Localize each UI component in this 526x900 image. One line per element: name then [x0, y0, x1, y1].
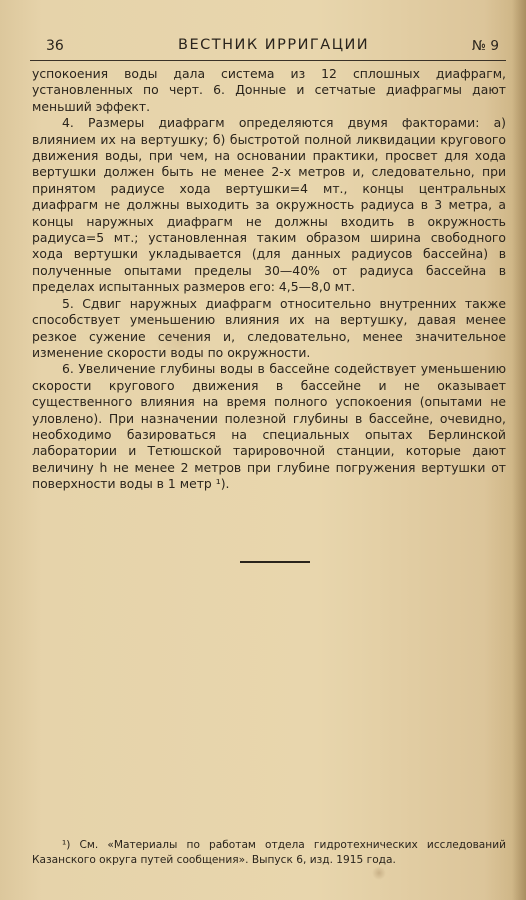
header-rule [30, 60, 506, 61]
journal-title: ВЕСТНИК ИРРИГАЦИИ [178, 37, 370, 53]
article-body [32, 66, 506, 493]
paragraph-4: 4. Размеры диафрагм определяются двумя факторами: а) влиянием их на вертушку; б) быстротой полной ликвидации кругового движения воды, при чем, на основании практики, просвет для хода вертушки должен быть не менее 2-х метров и, следовательно, при принятом радиусе хода вертушки=4 мт., концы центральных диафрагм не должны выходить за окружность радиуса в 3 метра, а концы наружных диафрагм не должны входить в окружность радиуса=5 мт.; установленная таким образом ширина свободного хода вертушки укладывается (для данных радиусов бассейна) в полученные опытами пределы 30—40% от радиуса бассейна в пределах испытанных размеров его: 4,5—8,0 мт. [32, 115, 506, 295]
section-separator [240, 561, 310, 563]
book-spine-shadow [512, 0, 526, 900]
issue-number: № 9 [472, 38, 499, 54]
paragraph-5: 5. Сдвиг наружных диафрагм относительно внутренних также способствует уменьшению влияния их на вертушку, давая менее резкое сужение сечения и, следовательно, менее значительное изменение скорости воды по окружности. [32, 295, 506, 360]
paper-stain [150, 320, 210, 360]
paragraph-6: 6. Увеличение глубины воды в бассейне содействует уменьшению скорости кругового движения в бассейне и не оказывает существенного влияния на время полного успокоения (опытами не уловлено). При назначении полезной глубины в бассейне, очевидно, необходимо базироваться на специальных опытах Берлинской лаборатории и Тетюшской тарировочной станции, которые дают величину h не менее 2 метров при глубине погружения вертушки от поверхности воды в 1 метр ¹). [32, 361, 506, 492]
paragraph-continuation: успокоения воды дала система из 12 сплошных диафрагм, установленных по черт. 6. Донные и сетчатые диафрагмы дают меньший эффект. [32, 66, 506, 114]
footnote [32, 838, 506, 867]
paper-stain [372, 866, 386, 880]
footnote-text: ¹) См. «Материалы по работам отдела гидротехнических исследований Казанского округа путей сообщения». Выпуск 6, изд. 1915 года. [32, 839, 506, 866]
page-number: 36 [46, 38, 64, 54]
running-header [40, 34, 500, 58]
